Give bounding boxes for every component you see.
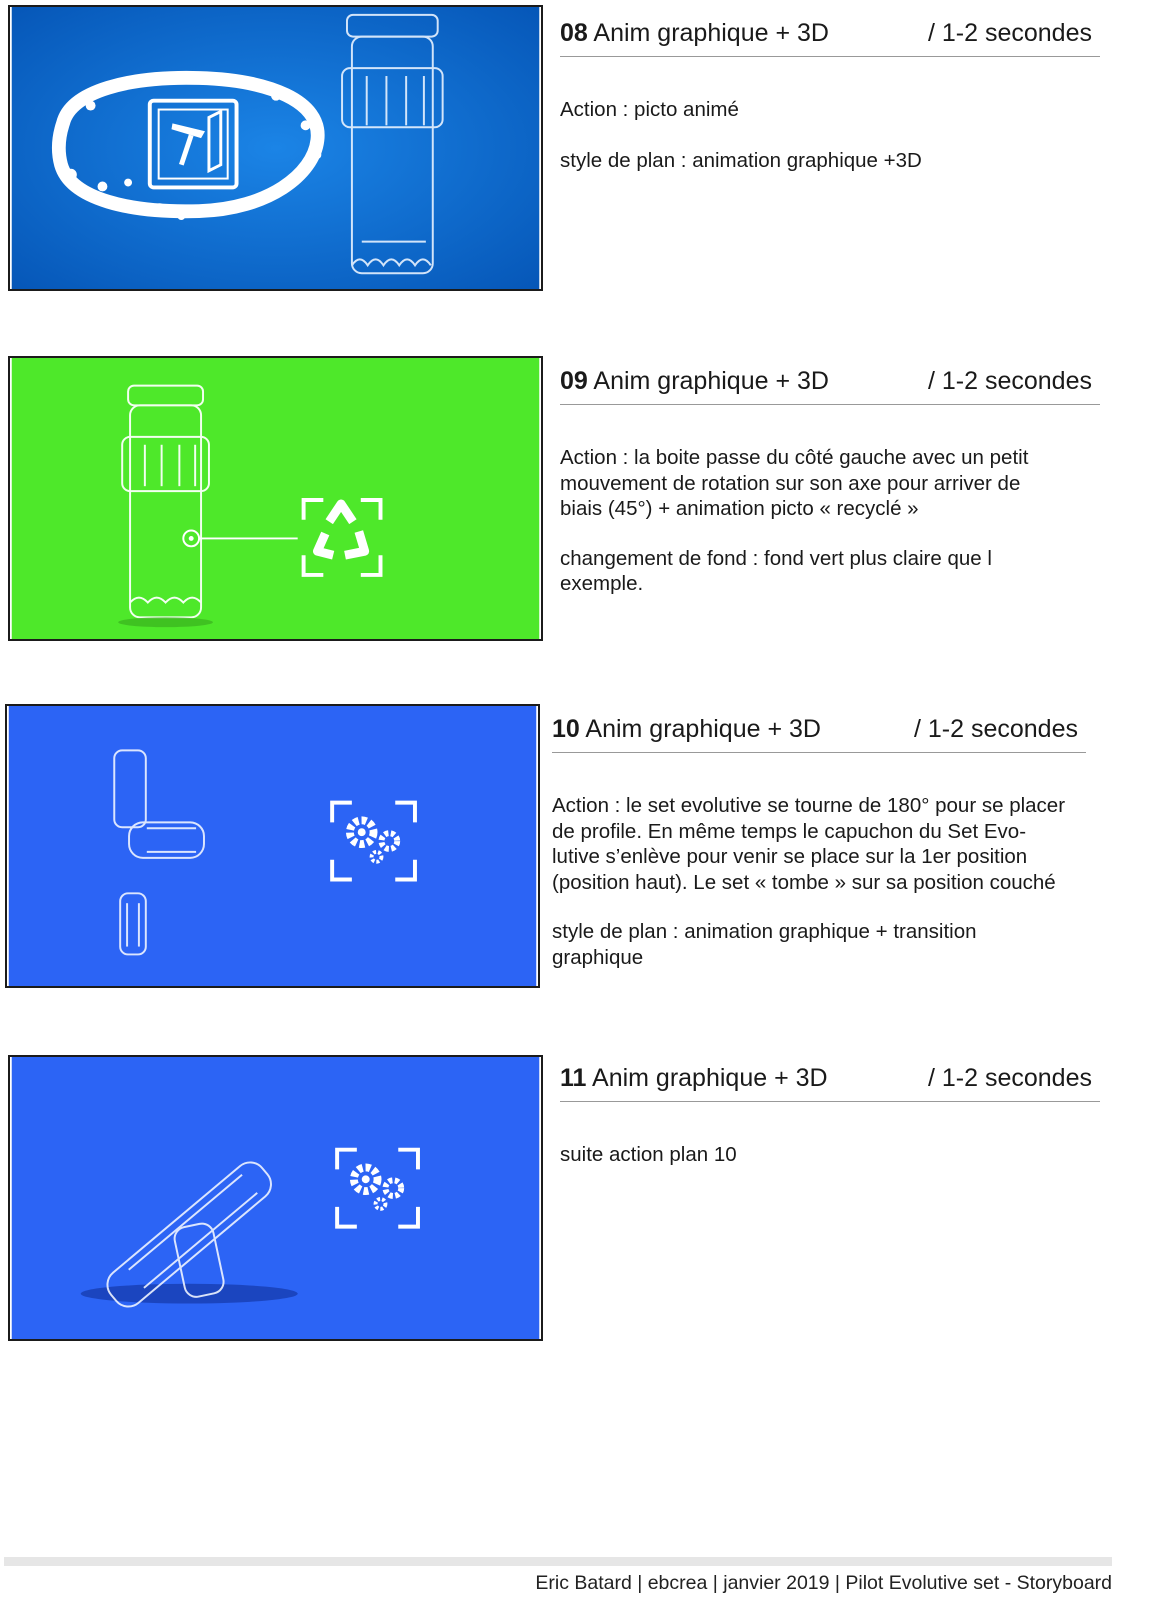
shot-style-text: style de plan : animation graphique +3D: [560, 148, 922, 172]
shot-08-image: [8, 5, 543, 291]
shot-10-description: [552, 712, 1086, 970]
footer-credits: Eric Batard | ebcrea | janvier 2019 | Pilot Evolutive set - Storyboard: [535, 1572, 1112, 1594]
shot-10-image: [5, 704, 540, 988]
shot-action-text: Action : la boite passe du côté gauche avec un petit mouvement de rotation sur son axe pour arriver de biais (45°) + animation picto « recyclé »: [560, 446, 1029, 520]
shot-title: Anim graphique + 3D: [585, 715, 821, 743]
shot-duration: / 1-2 secondes: [928, 19, 1092, 47]
shot-08-description: [560, 16, 1100, 173]
shot-title: Anim graphique + 3D: [592, 1064, 828, 1092]
shot-11-illustration: [10, 1057, 541, 1339]
shot-number: 08: [560, 19, 588, 47]
shot-08-illustration: [10, 7, 541, 289]
shot-action-text: suite action plan 10: [560, 1143, 737, 1166]
shot-09-illustration: [10, 358, 541, 639]
shot-style-text: style de plan : animation graphique + transition graphique: [552, 920, 977, 969]
shot-duration: / 1-2 secondes: [928, 367, 1092, 395]
shot-number: 10: [552, 715, 580, 743]
shot-09-image: [8, 356, 543, 641]
shot-11-image: [8, 1055, 543, 1341]
shot-action-text: Action : le set evolutive se tourne de 180° pour se placer de profile. En même temps le capuchon du Set Evo- lutive s’enlève pour venir se place sur la 1er position (position haut). Le set « tombe » sur sa position couché: [552, 794, 1066, 894]
shot-heading: [560, 16, 1100, 57]
shot-09-description: [560, 364, 1100, 597]
shot-heading: [560, 364, 1100, 405]
shot-style-text: changement de fond : fond vert plus claire que l exemple.: [560, 546, 992, 595]
shot-heading: [552, 712, 1086, 753]
shot-duration: / 1-2 secondes: [928, 1064, 1092, 1092]
shot-duration: / 1-2 secondes: [914, 715, 1078, 743]
shot-title: Anim graphique + 3D: [593, 367, 829, 395]
shot-action-text: Action : picto animé: [560, 98, 739, 121]
shot-number: 11: [560, 1064, 587, 1092]
shot-10-illustration: [7, 706, 538, 986]
shot-number: 09: [560, 367, 588, 395]
shot-11-description: [560, 1061, 1100, 1168]
shot-heading: [560, 1061, 1100, 1102]
footer-divider: [4, 1557, 1112, 1566]
shot-title: Anim graphique + 3D: [593, 19, 829, 47]
